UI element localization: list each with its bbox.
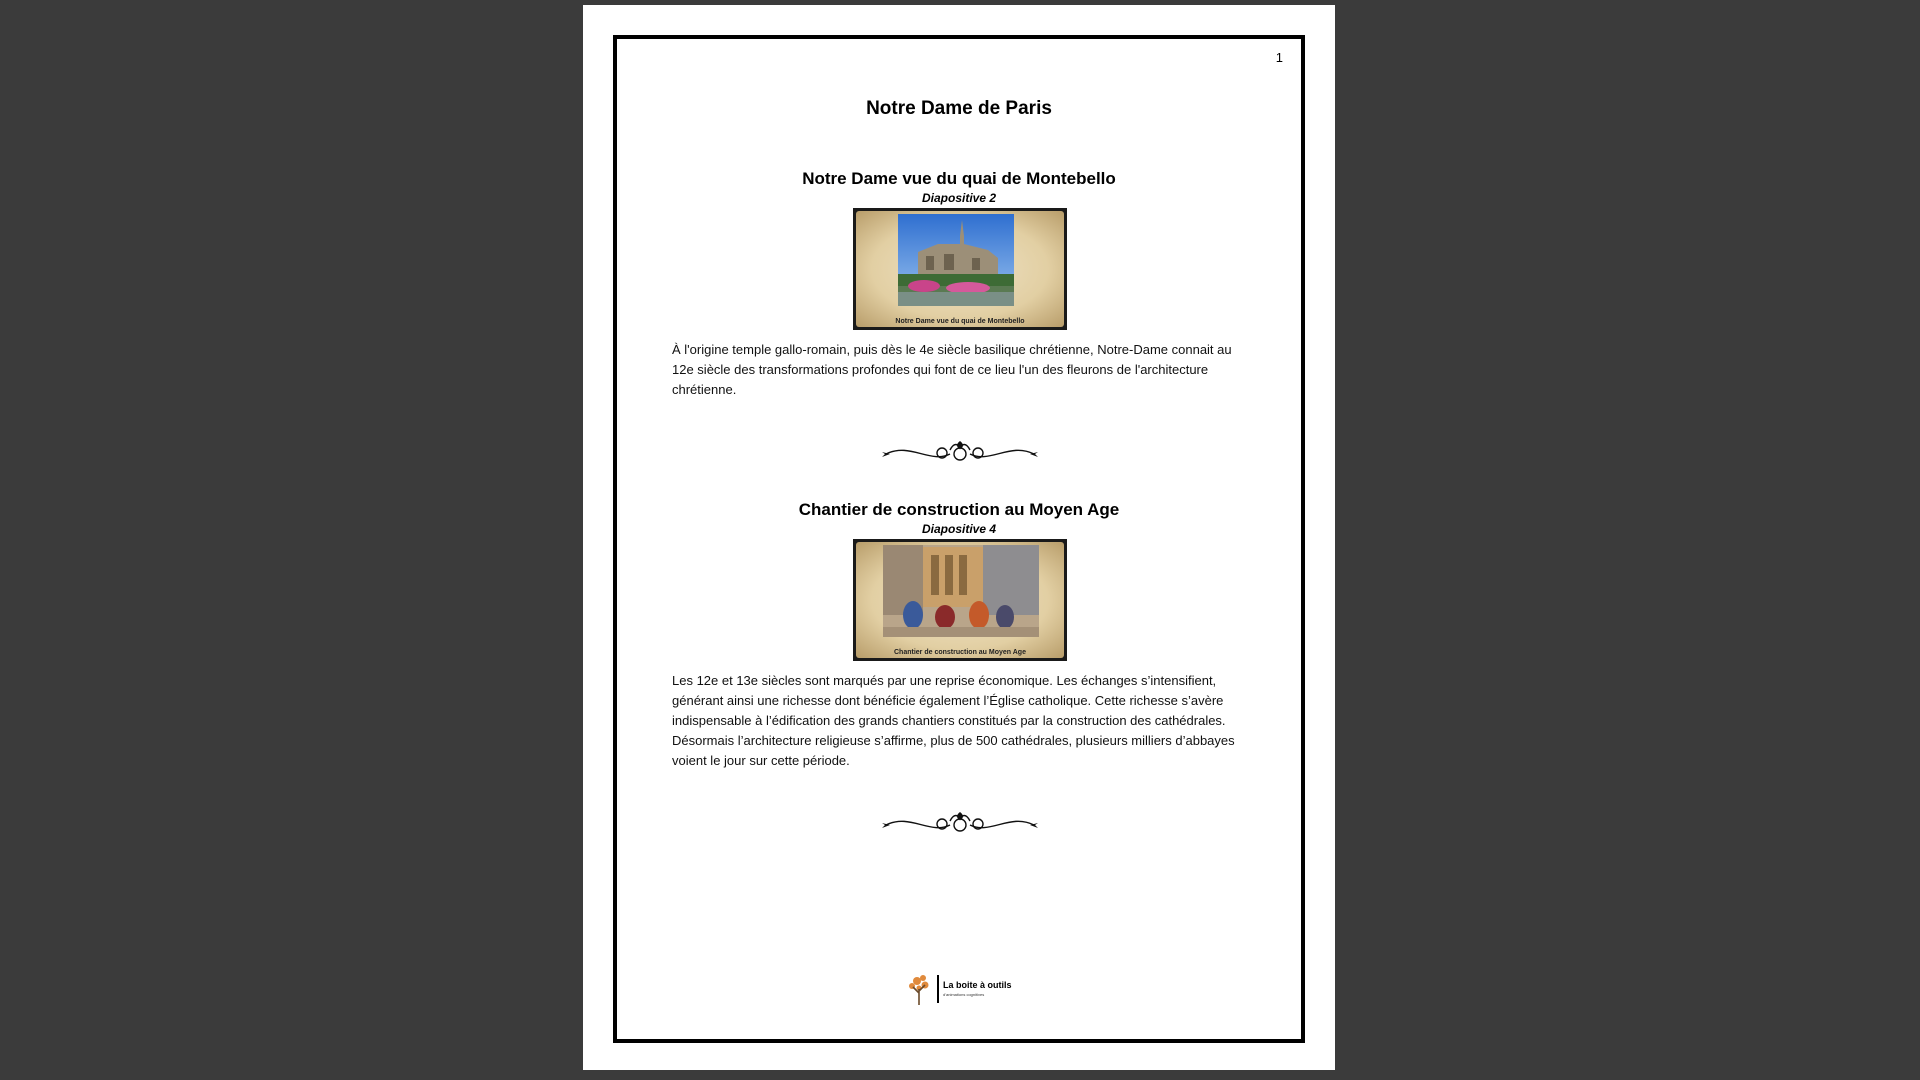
slide-caption: Chantier de construction au Moyen Age bbox=[894, 649, 1026, 656]
logo-title: La boite à outils bbox=[943, 980, 1012, 990]
notre-dame-photo bbox=[898, 214, 1014, 306]
slide-label: Diapositive 2 bbox=[921, 191, 997, 205]
slide-thumbnail bbox=[853, 208, 1067, 330]
paragraph-text: Les 12e et 13e siècles sont marqués par une reprise économique. Les échanges s’intensifient, générant ainsi une richesse dont bénéficie également l’Église catholique. Cette richesse s’avère indispensable à l’édification des grands chantiers constitués par la construction des cathédrales. Désormais l’architecture religieuse s’affirme, plus de 500 cathédrales, plusieurs milliers d’abbayes voient le jour sur cette période. bbox=[672, 673, 1235, 768]
flourish-ornament-icon bbox=[880, 438, 1040, 468]
section-paragraph bbox=[672, 340, 1250, 400]
medieval-construction-painting bbox=[883, 545, 1039, 637]
section-title-chantier: Chantier de construction au Moyen Age bbox=[798, 500, 1120, 519]
logo-subtitle: d'animations cognitives bbox=[943, 992, 985, 997]
slide-caption: Notre Dame vue du quai de Montebello bbox=[895, 318, 1025, 325]
flourish-ornament-icon bbox=[880, 809, 1040, 839]
section-paragraph bbox=[672, 671, 1250, 771]
footer-logo bbox=[903, 971, 1023, 1007]
section-title-montebello: Notre Dame vue du quai de Montebello bbox=[802, 169, 1116, 188]
document-page bbox=[583, 5, 1335, 1070]
slide-label: Diapositive 4 bbox=[921, 522, 997, 536]
paragraph-text: À l'origine temple gallo-romain, puis dès le 4e siècle basilique chrétienne, Notre-Dame connait au 12e siècle des transformations profondes qui font de ce lieu l'un des fleurons de l'architecture chrétienne. bbox=[672, 342, 1232, 397]
document-title: Notre Dame de Paris bbox=[866, 98, 1052, 119]
tree-logo-icon bbox=[903, 971, 941, 1007]
slide-thumbnail bbox=[853, 539, 1067, 661]
page-number: 1 bbox=[1275, 50, 1283, 65]
